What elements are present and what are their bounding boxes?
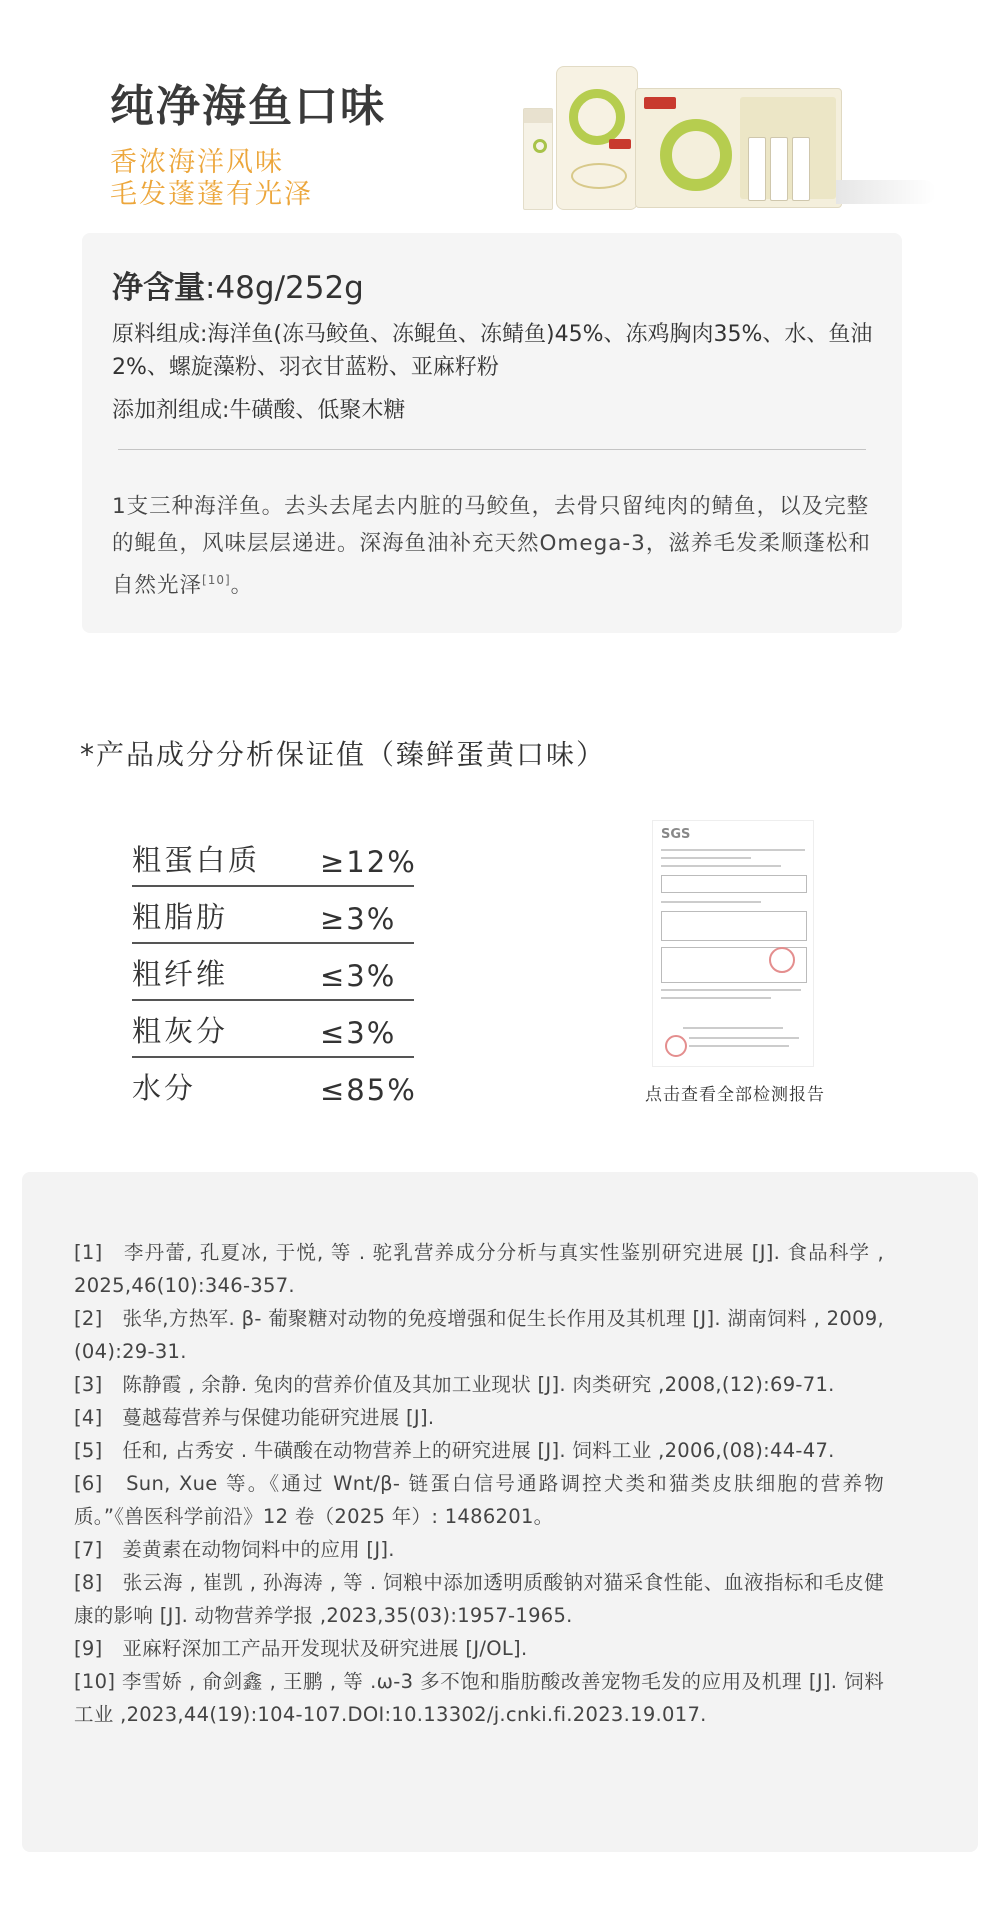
report-line (661, 849, 805, 851)
reference-item: [6] Sun, Xue 等。《通过 Wnt/β- 链蛋白信号通路调控犬类和猫类皮肤细胞的营养物质。”《兽医科学前沿》12 卷（2025 年）: 1486201。 (74, 1472, 884, 1528)
reference-item: [2] 张华,方热军. β- 葡聚糖对动物的免疫增强和促生长作用及其机理 [J]. 湖南饲料 , 2009,(04):29-31. (74, 1307, 884, 1363)
stick-logo-ring (533, 139, 547, 153)
reference-item: [1] 李丹蕾, 孔夏冰, 于悦, 等 . 驼乳营养成分分析与真实性鉴别研究进展 [J]. 食品科学 , 2025,46(10):346-357. (74, 1241, 884, 1297)
box-brand-mark (644, 97, 676, 109)
description-text: 1支三种海洋鱼。去头去尾去内脏的马鲛鱼，去骨只留纯肉的鲭鱼，以及完整的鲲鱼，风味层层递进。深海鱼油补充天然Omega-3，滋养毛发柔顺蓬松和自然光泽 (112, 494, 871, 599)
report-line (689, 1037, 799, 1039)
nutrient-value: ≥12% (320, 845, 417, 879)
reference-item: [3] 陈静霞 , 余静. 兔肉的营养价值及其加工业现状 [J]. 肉类研究 ,2008,(12):69-71. (74, 1373, 835, 1396)
product-description (112, 488, 872, 604)
test-report-thumbnail[interactable] (652, 820, 814, 1067)
report-logo: SGS (661, 827, 691, 842)
subtitle-line-1: 香浓海洋风味 (110, 147, 284, 178)
analysis-row (132, 887, 414, 944)
product-shadow (836, 180, 936, 204)
reference-item: [5] 任和, 占秀安 . 牛磺酸在动物营养上的研究进展 [J]. 饲料工业 ,2006,(08):44-47. (74, 1439, 835, 1462)
nutrient-value: ≤3% (320, 959, 397, 993)
report-table (661, 911, 807, 941)
nutrient-value: ≤3% (320, 1016, 397, 1050)
reference-item: [10] 李雪娇 , 俞剑鑫 , 王鹏 , 等 .ω-3 多不饱和脂肪酸改善宠物毛发的应用及机理 [J]. 饲料工业 ,2023,44(19):104-107.DOI:10.13302/j.cnki.fi.2023.19.017. (74, 1670, 884, 1726)
box-stick-3 (792, 137, 810, 201)
info-divider (118, 449, 866, 450)
nutrient-name: 粗灰分 (132, 1014, 229, 1048)
net-weight-label: 净含量 (112, 270, 205, 306)
nutrient-value: ≥3% (320, 902, 397, 936)
reference-item: [7] 姜黄素在动物饲料中的应用 [J]. (74, 1538, 395, 1561)
product-stick-image (523, 108, 553, 210)
additives-text: 添加剂组成:牛磺酸、低聚木糖 (112, 398, 406, 423)
reference-item: [8] 张云海 , 崔凯 , 孙海涛 , 等 . 饲粮中添加透明质酸钠对猫采食性能、血液指标和毛皮健康的影响 [J]. 动物营养学报 ,2023,35(03):1957-1965. (74, 1571, 884, 1627)
report-line (661, 857, 751, 859)
page-title: 纯净海鱼口味 (110, 81, 386, 132)
reference-item: [9] 亚麻籽深加工产品开发现状及研究进展 [J/OL]. (74, 1637, 528, 1660)
net-weight-value: :48g/252g (205, 270, 364, 306)
references-list (74, 1236, 884, 1731)
analysis-row-last (132, 1058, 417, 1115)
view-report-link[interactable]: 点击查看全部检测报告 (645, 1085, 825, 1105)
pouch-brand-mark (609, 139, 631, 149)
reference-item: [4] 蔓越莓营养与保健功能研究进展 [J]. (74, 1406, 435, 1429)
nutrient-name: 粗纤维 (132, 957, 229, 991)
product-pouch-image (556, 66, 638, 210)
description-end: 。 (230, 573, 254, 599)
report-line (661, 865, 781, 867)
reference-mark[interactable]: [10] (202, 573, 231, 587)
pouch-fish-icon (571, 163, 627, 189)
report-line (689, 1045, 789, 1047)
ingredients-text: 原料组成:海洋鱼(冻马鲛鱼、冻鲲鱼、冻鲭鱼)45%、冻鸡胸肉35%、水、鱼油2%、螺旋藻粉、羽衣甘蓝粉、亚麻籽粉 (112, 322, 873, 380)
analysis-row (132, 830, 417, 887)
report-stamp-icon (769, 947, 795, 973)
analysis-row (132, 944, 414, 1001)
analysis-row (132, 1001, 414, 1058)
net-weight (112, 262, 364, 307)
report-seal-icon (665, 1035, 687, 1057)
box-stick-2 (770, 137, 788, 201)
report-table (661, 875, 807, 893)
nutrient-name: 粗脂肪 (132, 900, 229, 934)
stick-cap (524, 109, 552, 123)
nutrient-name: 粗蛋白质 (132, 843, 261, 877)
report-line (683, 1027, 783, 1029)
box-stick-1 (748, 137, 766, 201)
subtitle-line-2: 毛发蓬蓬有光泽 (110, 179, 313, 210)
nutrient-name: 水分 (132, 1071, 197, 1105)
box-logo-ring (660, 119, 732, 191)
report-line (661, 901, 761, 903)
nutrient-value: ≤85% (320, 1073, 417, 1107)
report-line (661, 989, 801, 991)
product-box-image (635, 88, 842, 208)
analysis-title: *产品成分分析保证值（臻鲜蛋黄口味） (80, 738, 607, 771)
report-line (661, 997, 771, 999)
pouch-logo-ring (569, 89, 625, 145)
